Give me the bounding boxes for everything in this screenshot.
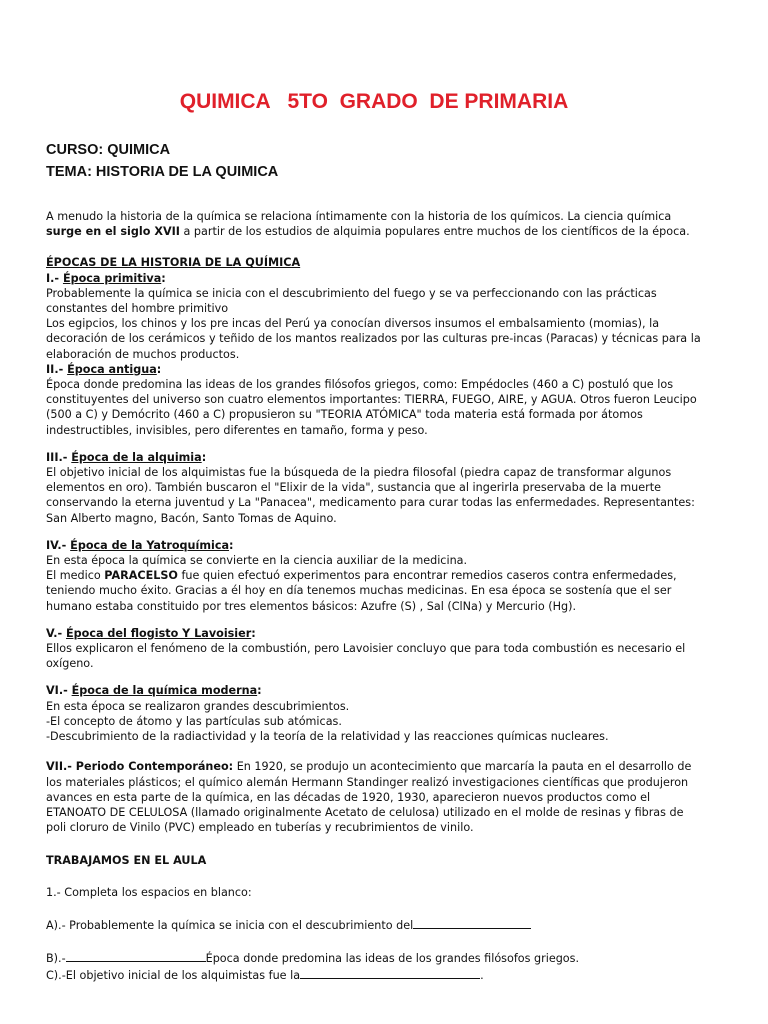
classroom-heading: TRABAJAMOS EN EL AULA [46,854,207,868]
exercise-a: A).- Probablemente la química se inicia con el descubrimiento del [46,916,702,933]
section-paragraph: -El concepto de átomo y las partículas sub atómicas. [46,714,342,728]
section-paragraph: El medico PARACELSO fue quien efectuó experimentos para encontrar remedios caseros contra enfermedades, teniendo mucho éxito. Gracias a él hoy en día tenemos muchas medicinas. En esa época se sostenía que el ser humano estaba constituido por tres elementos básicos: Azufre (S) , Sal (ClNa) y Mercurio (Hg). [46,569,677,613]
section-title: I.- Época primitiva: [46,271,166,285]
section-paragraph: En esta época se realizaron grandes descubrimientos. [46,699,350,713]
section-phlogiston [46,626,702,672]
section-ancient [46,362,702,438]
section-title: II.- Época antigua: [46,362,162,376]
answer-blank-a[interactable] [413,916,531,929]
answer-blank-b[interactable] [66,949,206,962]
topic-line: TEMA: HISTORIA DE LA QUIMICA [46,164,279,180]
section-title: V.- Época del flogisto Y Lavoisier: [46,626,256,640]
section-paragraph: En esta época la química se convierte en la ciencia auxiliar de la medicina. [46,554,468,568]
section-title: III.- Época de la alquimia: [46,450,207,464]
section-paragraph: Probablemente la química se inicia con el descubrimiento del fuego y se va perfeccionando con las prácticas constantes del hombre primitivo [46,286,657,316]
section-paragraph: -Descubrimiento de la radiactividad y la teoría de la relatividad y las reacciones químicas nucleares. [46,730,609,744]
document-title: QUIMICA 5TO GRADO DE PRIMARIA [179,90,569,113]
course-line: CURSO: QUIMICA [46,142,171,158]
section-paragraph: Los egipcios, los chinos y los pre incas del Perú ya conocían diversos insumos el embalsamiento (momias), la decoración de los cerámicos y teñido de los mantos realizados por las culturas pre-incas (Paracas) y técnicas para la elaboración de muchos productos. [46,317,701,361]
section-iatrochemistry [46,538,702,614]
exercise-prompt: 1.- Completa los espacios en blanco: [46,885,252,899]
section-paragraph: VII.- Periodo Contemporáneo: En 1920, se produjo un acontecimiento que marcaría la pauta en el desarrollo de los materiales plásticos; el químico alemán Hermann Standinger realizó investigaciones científicas que produjeron avances en esta parte de la química, en las décadas de 1920, 1930, aparecieron nuevos productos como el ETANOATO DE CELULOSA (llamado originalmente Acetato de celulosa) utilizado en el molde de resinas y fibras de poli cloruro de Vinilo (PVC) empleado en tuberías y recubrimientos de vinilo. [46,760,692,835]
section-paragraph: Ellos explicaron el fenómeno de la combustión, pero Lavoisier concluyo que para toda combustión es necesario el oxígeno. [46,642,686,671]
section-paragraph: El objetivo inicial de los alquimistas fue la búsqueda de la piedra filosofal (piedra capaz de transformar algunos elementos en oro). También buscaron el "Elixir de la vida", sustancia que al ingerirla preservaba de la muerte conservando la eterna juventud y La "Panacea", medicamento para curar todas las enfermedades. Representantes: San Alberto magno, Bacón, Santo Tomas de Aquino. [46,466,695,525]
section-contemporary [46,759,702,835]
intro-paragraph: A menudo la historia de la química se relaciona íntimamente con la historia de los químicos. La ciencia química surge en el siglo XVII a partir de los estudios de alquimia populares entre muchos de los científicos de la época. [46,210,690,239]
section-paragraph: Época donde predomina las ideas de los grandes filósofos griegos, como: Empédocles (460 a C) postuló que los constituyentes del universo son cuatro elementos importantes: TIERRA, FUEGO, AIRE, y AGUA. Otros fueron Leucipo (500 a C) y Demócrito (460 a C) propusieron su "TEORIA ATÓMICA" toda materia está formada por átomos indestructibles, invisibles, pero diferentes en tamaño, forma y peso. [46,378,697,437]
section-alchemy [46,450,702,526]
exercise-c: C).-El objetivo inicial de los alquimistas fue la . [46,966,702,983]
section-modern [46,683,702,744]
answer-blank-c[interactable] [300,966,480,979]
section-title: IV.- Época de la Yatroquímica: [46,538,234,552]
section-title: VI.- Época de la química moderna: [46,684,262,698]
exercise-b: B).- Época donde predomina las ideas de los grandes filósofos griegos. [46,949,702,966]
epochs-heading: ÉPOCAS DE LA HISTORIA DE LA QUÍMICA [46,256,301,270]
section-title: VII.- Periodo Contemporáneo: [46,760,234,774]
section-primitive [46,271,702,362]
course-header [46,139,702,183]
